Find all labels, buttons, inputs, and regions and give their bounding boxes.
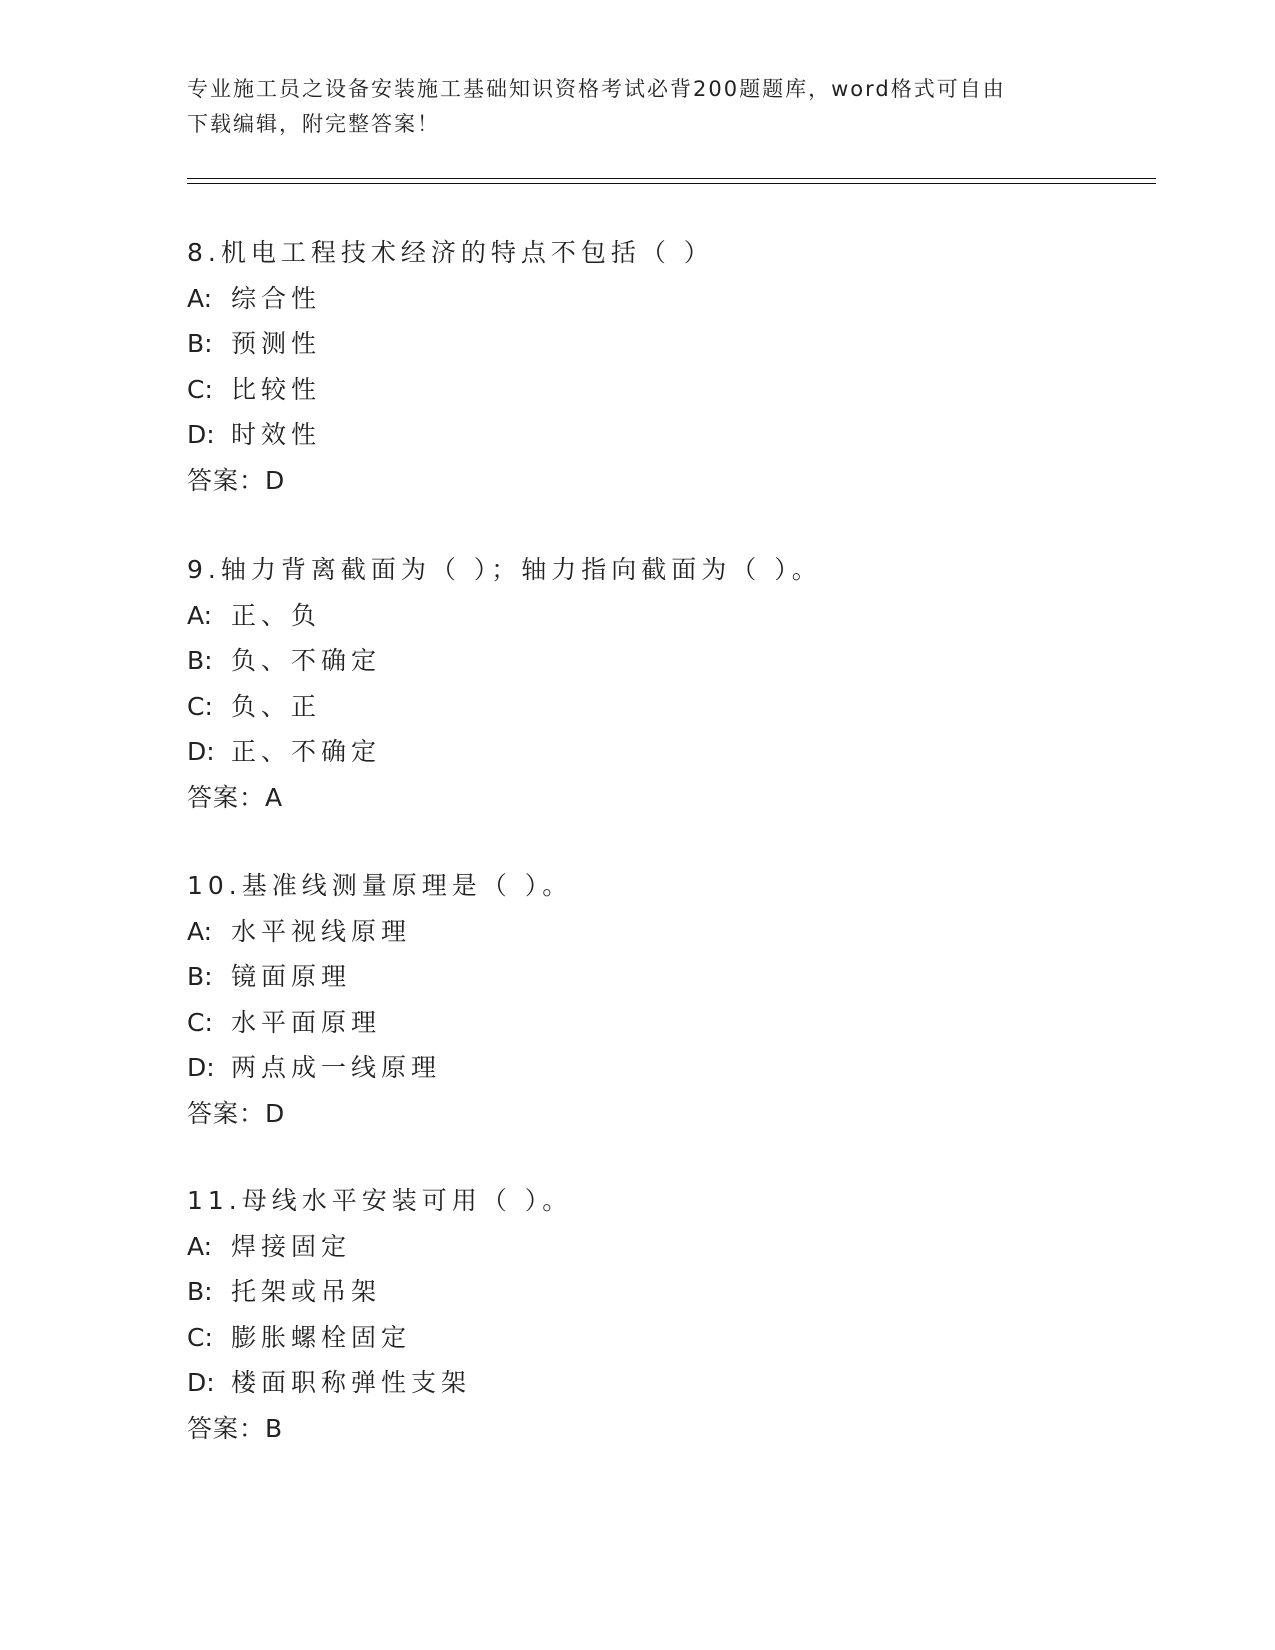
- option-a: [187, 1224, 1137, 1270]
- option-letter: A:: [187, 916, 213, 946]
- option-letter: C:: [187, 691, 213, 721]
- option-letter: A:: [187, 283, 213, 313]
- option-letter: B:: [187, 962, 213, 992]
- option-letter: B:: [187, 646, 213, 676]
- option-c: [187, 1315, 1137, 1361]
- question-9: [187, 547, 1137, 821]
- option-c: [187, 367, 1137, 413]
- option-c: [187, 684, 1137, 730]
- option-text: 水平面原理: [231, 1007, 382, 1037]
- option-text: 预测性: [231, 329, 322, 359]
- answer-line: 答案：D: [187, 465, 286, 495]
- option-letter: D:: [187, 1053, 215, 1083]
- question-stem: 10.基准线测量原理是（ ）。: [187, 871, 573, 900]
- question-10: [187, 863, 1137, 1137]
- option-text: 综合性: [231, 283, 322, 313]
- option-text: 焊接固定: [231, 1231, 352, 1261]
- option-text: 两点成一线原理: [231, 1053, 442, 1083]
- option-text: 楼面职称弹性支架: [231, 1368, 472, 1398]
- option-letter: B:: [187, 1277, 213, 1307]
- question-stem: 11.母线水平安装可用（ ）。: [187, 1186, 573, 1215]
- question-stem: 9.轴力背离截面为（ ）；轴力指向截面为（ ）。: [187, 555, 822, 584]
- option-letter: A:: [187, 600, 213, 630]
- option-letter: D:: [187, 420, 215, 450]
- option-d: [187, 1045, 1137, 1091]
- option-letter: D:: [187, 1368, 215, 1398]
- option-d: [187, 729, 1137, 775]
- question-stem: 8.机电工程技术经济的特点不包括（ ）: [187, 238, 714, 267]
- option-b: [187, 1269, 1137, 1315]
- option-d: [187, 1360, 1137, 1406]
- option-letter: A:: [187, 1231, 213, 1261]
- option-text: 时效性: [231, 420, 322, 450]
- question-11: [187, 1178, 1137, 1452]
- header-line-1: 专业施工员之设备安装施工基础知识资格考试必背200题题库，word格式可自由: [187, 77, 1006, 101]
- option-text: 比较性: [231, 374, 322, 404]
- option-d: [187, 412, 1137, 458]
- option-letter: D:: [187, 737, 215, 767]
- option-text: 负、正: [231, 691, 322, 721]
- option-b: [187, 638, 1137, 684]
- option-text: 镜面原理: [231, 962, 352, 992]
- document-header: [187, 72, 1087, 142]
- option-letter: B:: [187, 329, 213, 359]
- option-letter: C:: [187, 374, 213, 404]
- option-a: [187, 909, 1137, 955]
- option-text: 正、不确定: [231, 737, 382, 767]
- option-letter: C:: [187, 1007, 213, 1037]
- option-text: 膨胀螺栓固定: [231, 1322, 412, 1352]
- option-text: 托架或吊架: [231, 1277, 382, 1307]
- answer-line: 答案：B: [187, 1413, 284, 1443]
- header-divider-top: [187, 178, 1156, 179]
- option-b: [187, 954, 1137, 1000]
- option-c: [187, 1000, 1137, 1046]
- option-text: 负、不确定: [231, 646, 382, 676]
- option-text: 正、负: [231, 600, 322, 630]
- option-a: [187, 593, 1137, 639]
- answer-line: 答案：A: [187, 782, 284, 812]
- option-a: [187, 276, 1137, 322]
- option-letter: C:: [187, 1322, 213, 1352]
- question-8: [187, 230, 1137, 504]
- option-b: [187, 321, 1137, 367]
- answer-line: 答案：D: [187, 1098, 286, 1128]
- header-divider-bottom: [187, 183, 1156, 184]
- option-text: 水平视线原理: [231, 916, 412, 946]
- header-line-2: 下载编辑，附完整答案！: [187, 112, 440, 136]
